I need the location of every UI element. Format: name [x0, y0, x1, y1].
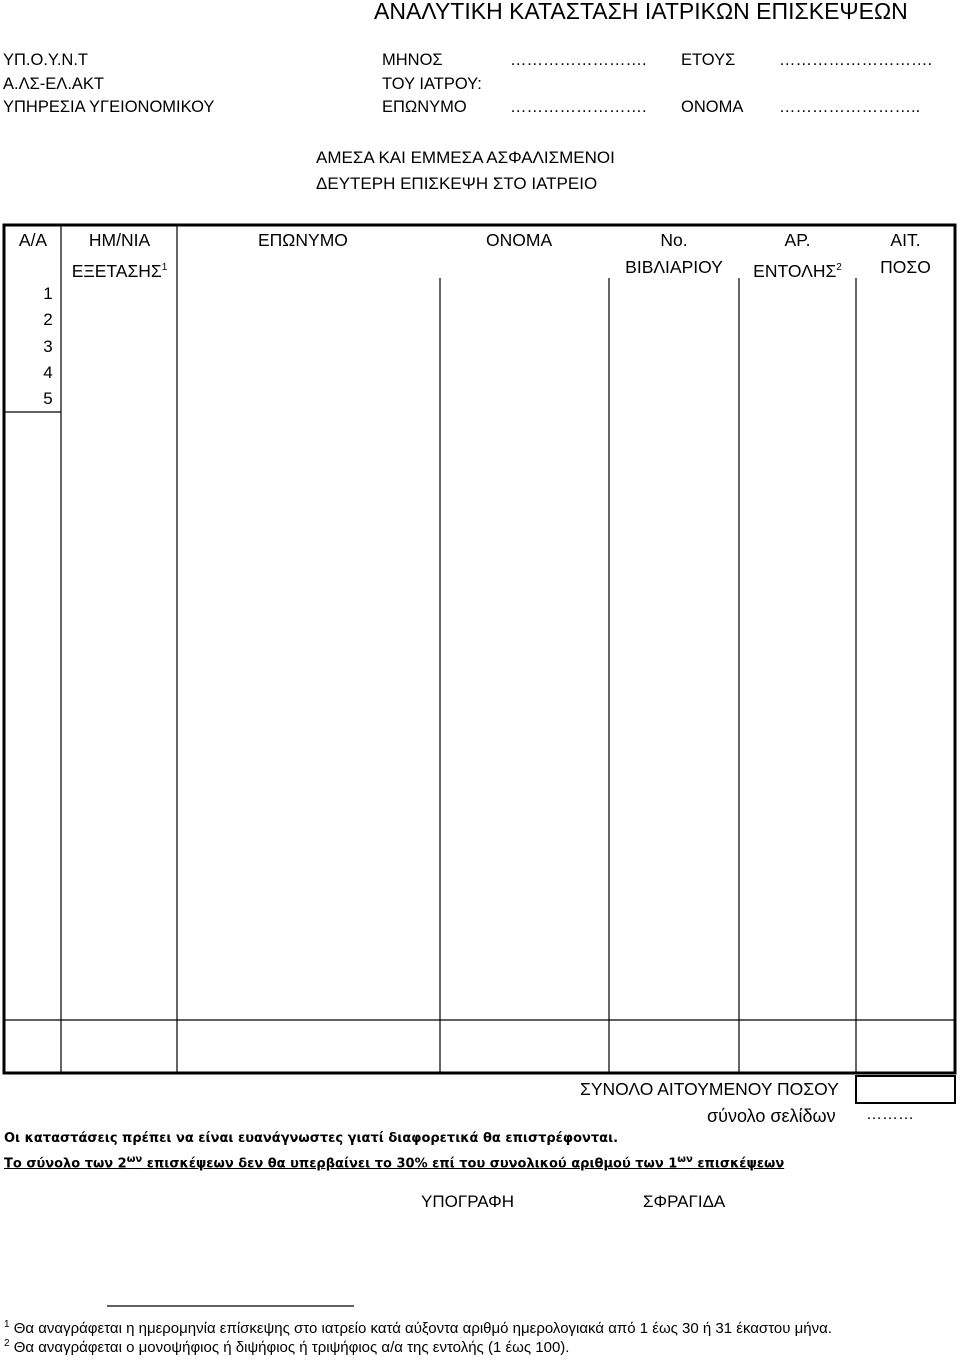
note-sup-2: ων	[677, 1154, 693, 1165]
col-header-booklet-line2: ΒΙΒΛΙΑΡΙΟΥ	[625, 257, 723, 277]
col-header-order-line2	[739, 254, 856, 285]
footnote-1-mark: 1	[4, 1319, 10, 1330]
year-label: ΕΤΟΥΣ	[681, 51, 736, 69]
footnote-ref-1: 1	[161, 262, 168, 273]
doctor-label: ΤΟΥ ΙΑΤΡΟΥ:	[382, 75, 482, 93]
note-visit-limit-part1: Το σύνολο των 2	[4, 1156, 127, 1172]
row-number: 2	[43, 310, 53, 329]
total-amount-field[interactable]	[857, 1077, 954, 1102]
col-header-booklet-line1: Νο.	[660, 230, 688, 250]
year-field[interactable]: ……………………….	[779, 51, 933, 69]
col-header-date-text: ΕΞΕΤΑΣΗΣ	[71, 260, 162, 281]
col-header-order	[739, 227, 856, 285]
footnote-ref-2: 2	[836, 262, 842, 273]
col-header-order-line1: ΑΡ.	[784, 230, 811, 250]
note-visit-limit	[4, 1154, 784, 1171]
col-header-date	[62, 227, 177, 285]
doctor-surname-label: ΕΠΩΝΥΜΟ	[382, 98, 467, 116]
footnote-2	[4, 1338, 569, 1356]
org-ministry: ΥΠ.Ο.Υ.Ν.Τ	[3, 51, 88, 69]
col-header-order-text: ΕΝΤΟΛΗΣ	[753, 260, 837, 281]
col-header-aa: Α/Α	[18, 230, 48, 250]
signature-label: ΥΠΟΓΡΑΦΗ	[421, 1192, 514, 1211]
col-header-surname: ΕΠΩΝΥΜΟ	[258, 230, 348, 250]
note-sup-1: ων	[126, 1154, 143, 1165]
subtitle-second-visit: ΔΕΥΤΕΡΗ ΕΠΙΣΚΕΨΗ ΣΤΟ ΙΑΤΡΕΙΟ	[316, 174, 598, 193]
note-visit-limit-part2: επισκέψεων δεν θα υπερβαίνει το 30% επί του συνολικού αριθμού των 1	[142, 1156, 678, 1172]
note-legibility: Οι καταστάσεις πρέπει να είναι ευανάγνωστες γιατί διαφορετικά θα επιστρέφονται.	[4, 1131, 619, 1146]
row-number: 4	[43, 363, 53, 382]
col-header-amount-line1: ΑΙΤ.	[890, 230, 921, 250]
document-title: ΑΝΑΛΥΤΙΚΗ ΚΑΤΑΣΤΑΣΗ ΙΑΤΡΙΚΩΝ ΕΠΙΣΚΕΨΕΩΝ	[374, 0, 908, 24]
doctor-surname-field[interactable]: …………………….	[510, 98, 647, 116]
row-number: 1	[43, 284, 53, 303]
col-header-date-line2	[62, 254, 177, 285]
pages-total-label: σύνολο σελίδων	[707, 1106, 836, 1126]
month-field[interactable]: …………………….	[510, 51, 647, 69]
month-label: ΜΗΝΟΣ	[382, 51, 443, 69]
org-agency: Α.ΛΣ-ΕΛ.ΑΚΤ	[3, 75, 105, 93]
org-service: ΥΠΗΡΕΣΙΑ ΥΓΕΙΟΝΟΜΙΚΟΥ	[3, 98, 215, 116]
doctor-name-label: ΟΝΟΜΑ	[681, 98, 744, 116]
col-header-name: ΟΝΟΜΑ	[486, 230, 553, 250]
col-header-booklet	[609, 227, 739, 281]
footnote-2-text: Θα αναγράφεται ο μονοψήφιος ή διψήφιος ή τριψήφιος α/α της εντολής (1 έως 100).	[13, 1339, 570, 1356]
footnote-1-text: Θα αναγράφεται η ημερομηνία επίσκεψης στο ιατρείο κατά αύξοντα αριθμό ημερολογιακά από 1 έως 30 ή 31 έκαστου μήνα.	[13, 1320, 832, 1337]
footnote-2-mark: 2	[4, 1338, 10, 1349]
doctor-name-field[interactable]: ……………………..	[779, 98, 921, 116]
row-number: 3	[43, 337, 53, 356]
stamp-label: ΣΦΡΑΓΙΔΑ	[643, 1192, 726, 1211]
note-visit-limit-part3: επισκέψεων	[692, 1156, 785, 1172]
col-header-date-line1: ΗΜ/ΝΙΑ	[88, 230, 151, 250]
footnote-1	[4, 1319, 832, 1337]
col-header-amount-line2: ΠΟΣΟ	[880, 257, 931, 277]
row-number: 5	[43, 389, 53, 408]
col-header-amount	[856, 227, 955, 281]
subtitle-insured: ΑΜΕΣΑ ΚΑΙ ΕΜΜΕΣΑ ΑΣΦΑΛΙΣΜΕΝΟΙ	[316, 148, 615, 167]
total-amount-label: ΣΥΝΟΛΟ ΑΙΤΟΥΜΕΝΟΥ ΠΟΣΟΥ	[580, 1079, 839, 1099]
pages-total-field[interactable]: ………	[866, 1106, 914, 1123]
